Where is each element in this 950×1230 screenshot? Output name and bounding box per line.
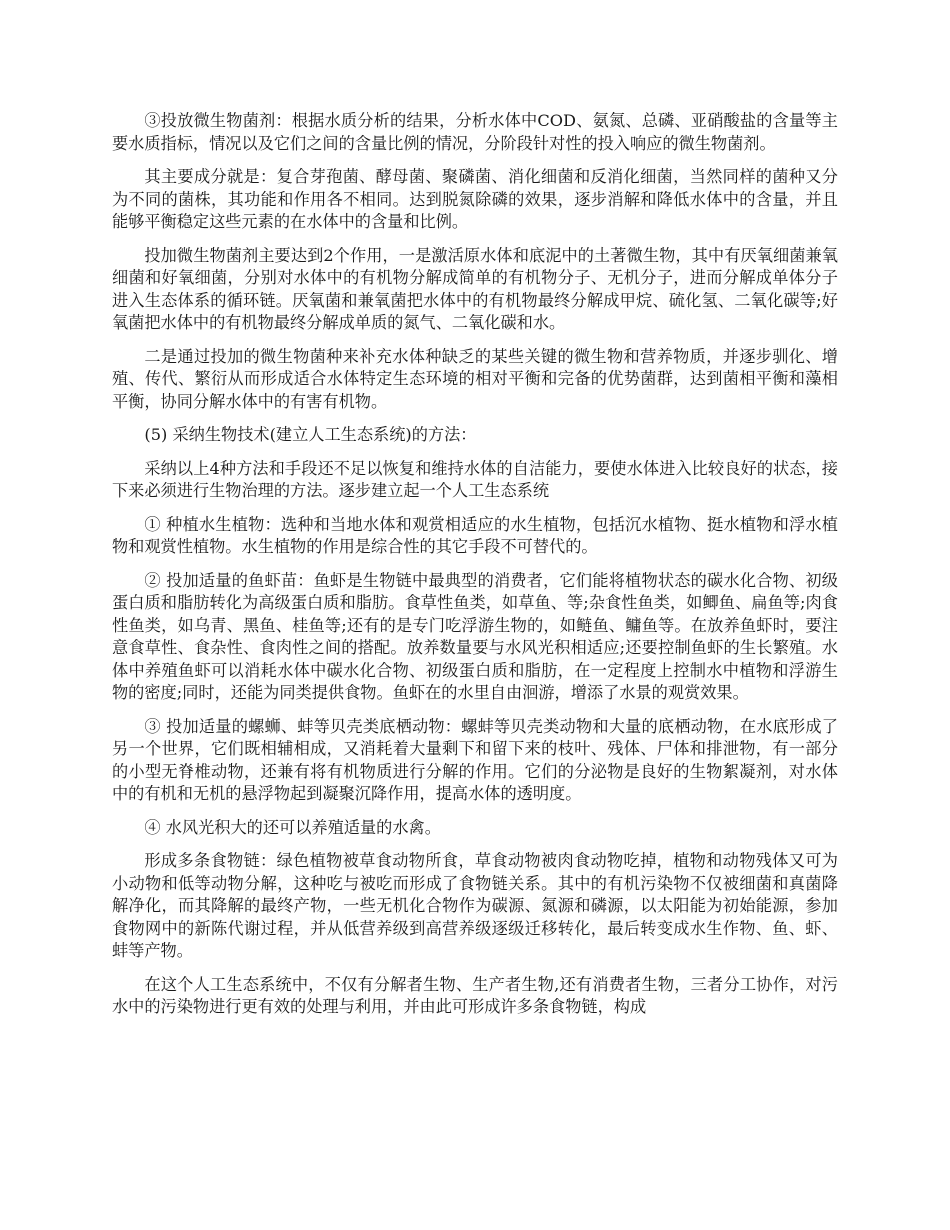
document-body: [112, 110, 838, 1030]
paragraph-microbial-agent: ③投放微生物菌剂：根据水质分析的结果，分析水体中COD、氨氮、总磷、亚硝酸盐的含量等主要水质指标，情况以及它们之间的含量比例的情况，分阶段针对性的投入响应的微生物菌剂。: [112, 111, 838, 153]
paragraph-ecosystem: 在这个人工生态系统中，不仅有分解者生物、生产者生物,还有消费者生物，三者分工协作，对污水中的污染物进行更有效的处理与利用，并由此可形成许多条食物链，构成: [112, 974, 838, 1016]
paragraph-food-chains: 形成多条食物链：绿色植物被草食动物所食，草食动物被肉食动物吃掉，植物和动物残体又可为小动物和低等动物分解，这种吃与被吃而形成了食物链关系。其中的有机污染物不仅被细菌和真菌降解净化，而其降解的最终产物，一些无机化合物作为碳源、氮源和磷源，以太阳能为初始能源，参加食物网中的新陈代谢过程，并从低营养级到高营养级逐级迁移转化，最后转变成水生作物、鱼、虾、蚌等产物。: [112, 851, 838, 960]
paragraph-fish-shrimp: ② 投加适量的鱼虾苗：鱼虾是生物链中最典型的消费者，它们能将植物状态的碳水化合物、初级蛋白质和脂肪转化为高级蛋白质和脂肪。食草性鱼类，如草鱼、等;杂食性鱼类，如鲫鱼、扁鱼等;肉食性鱼类，如乌青、黑鱼、桂鱼等;还有的是专门吃浮游生物的，如鲢鱼、鳙鱼等。在放养鱼虾时，要注意食草性、食杂性、食肉性之间的搭配。放养数量要与水风光积相适应;还要控制鱼虾的生长繁殖。水体中养殖鱼虾可以消耗水体中碳水化合物、初级蛋白质和脂肪，在一定程度上控制水中植物和浮游生物的密度;同时，还能为同类提供食物。鱼虾在的水里自由洄游，增添了水景的观赏效果。: [112, 570, 838, 702]
paragraph-aquatic-plants: ① 种植水生植物：选种和当地水体和观赏相适应的水生植物，包括沉水植物、挺水植物和浮水植物和观赏性植物。水生植物的作用是综合性的其它手段不可替代的。: [112, 514, 838, 556]
paragraph-two-effects: 投加微生物菌剂主要达到2个作用，一是激活原水体和底泥中的土著微生物，其中有厌氧细菌兼氧细菌和好氧细菌，分别对水体中的有机物分解成简单的有机物分子、无机分子，进而分解成单体分子进入生态体系的循环链。厌氧菌和兼氧菌把水体中的有机物最终分解成甲烷、硫化氢、二氧化碳等;好氧菌把水体中的有机物最终分解成单质的氮气、二氧化碳和水。: [112, 245, 838, 332]
paragraph-second-effect: 二是通过投加的微生物菌种来补充水体种缺乏的某些关键的微生物和营养物质，并逐步驯化、增殖、传代、繁衍从而形成适合水体特定生态环境的相对平衡和完备的优势菌群，达到菌相平衡和藻相平衡，协同分解水体中的有害有机物。: [112, 346, 838, 411]
paragraph-main-components: 其主要成分就是：复合芽孢菌、酵母菌、聚磷菌、消化细菌和反消化细菌，当然同样的菌种又分为不同的菌株，其功能和作用各不相同。达到脱氮除磷的效果，逐步消解和降低水体中的含量，并且能够平衡稳定这些元素的在水体中的含量和比例。: [112, 167, 838, 231]
paragraph-biotech-intro: 采纳以上4种方法和手段还不足以恢复和维持水体的自洁能力，要使水体进入比较良好的状态，接下来必须进行生物治理的方法。逐步建立起一个人工生态系统: [112, 458, 838, 500]
paragraph-benthic-animals: ③ 投加适量的螺蛳、蚌等贝壳类底栖动物：螺蚌等贝壳类动物和大量的底栖动物，在水底形成了另一个世界，它们既相辅相成，又消耗着大量剩下和留下来的枝叶、残体、尸体和排泄物，有一部分的小型无脊椎动物，还兼有将有机物质进行分解的作用。它们的分泌物是良好的生物絮凝剂，对水体中的有机和无机的悬浮物起到凝聚沉降作用，提高水体的透明度。: [112, 716, 838, 803]
paragraph-waterfowl: ④ 水风光积大的还可以养殖适量的水禽。: [144, 817, 441, 837]
section-heading-biotech: (5) 采纳生物技术(建立人工生态系统)的方法：: [144, 425, 477, 444]
